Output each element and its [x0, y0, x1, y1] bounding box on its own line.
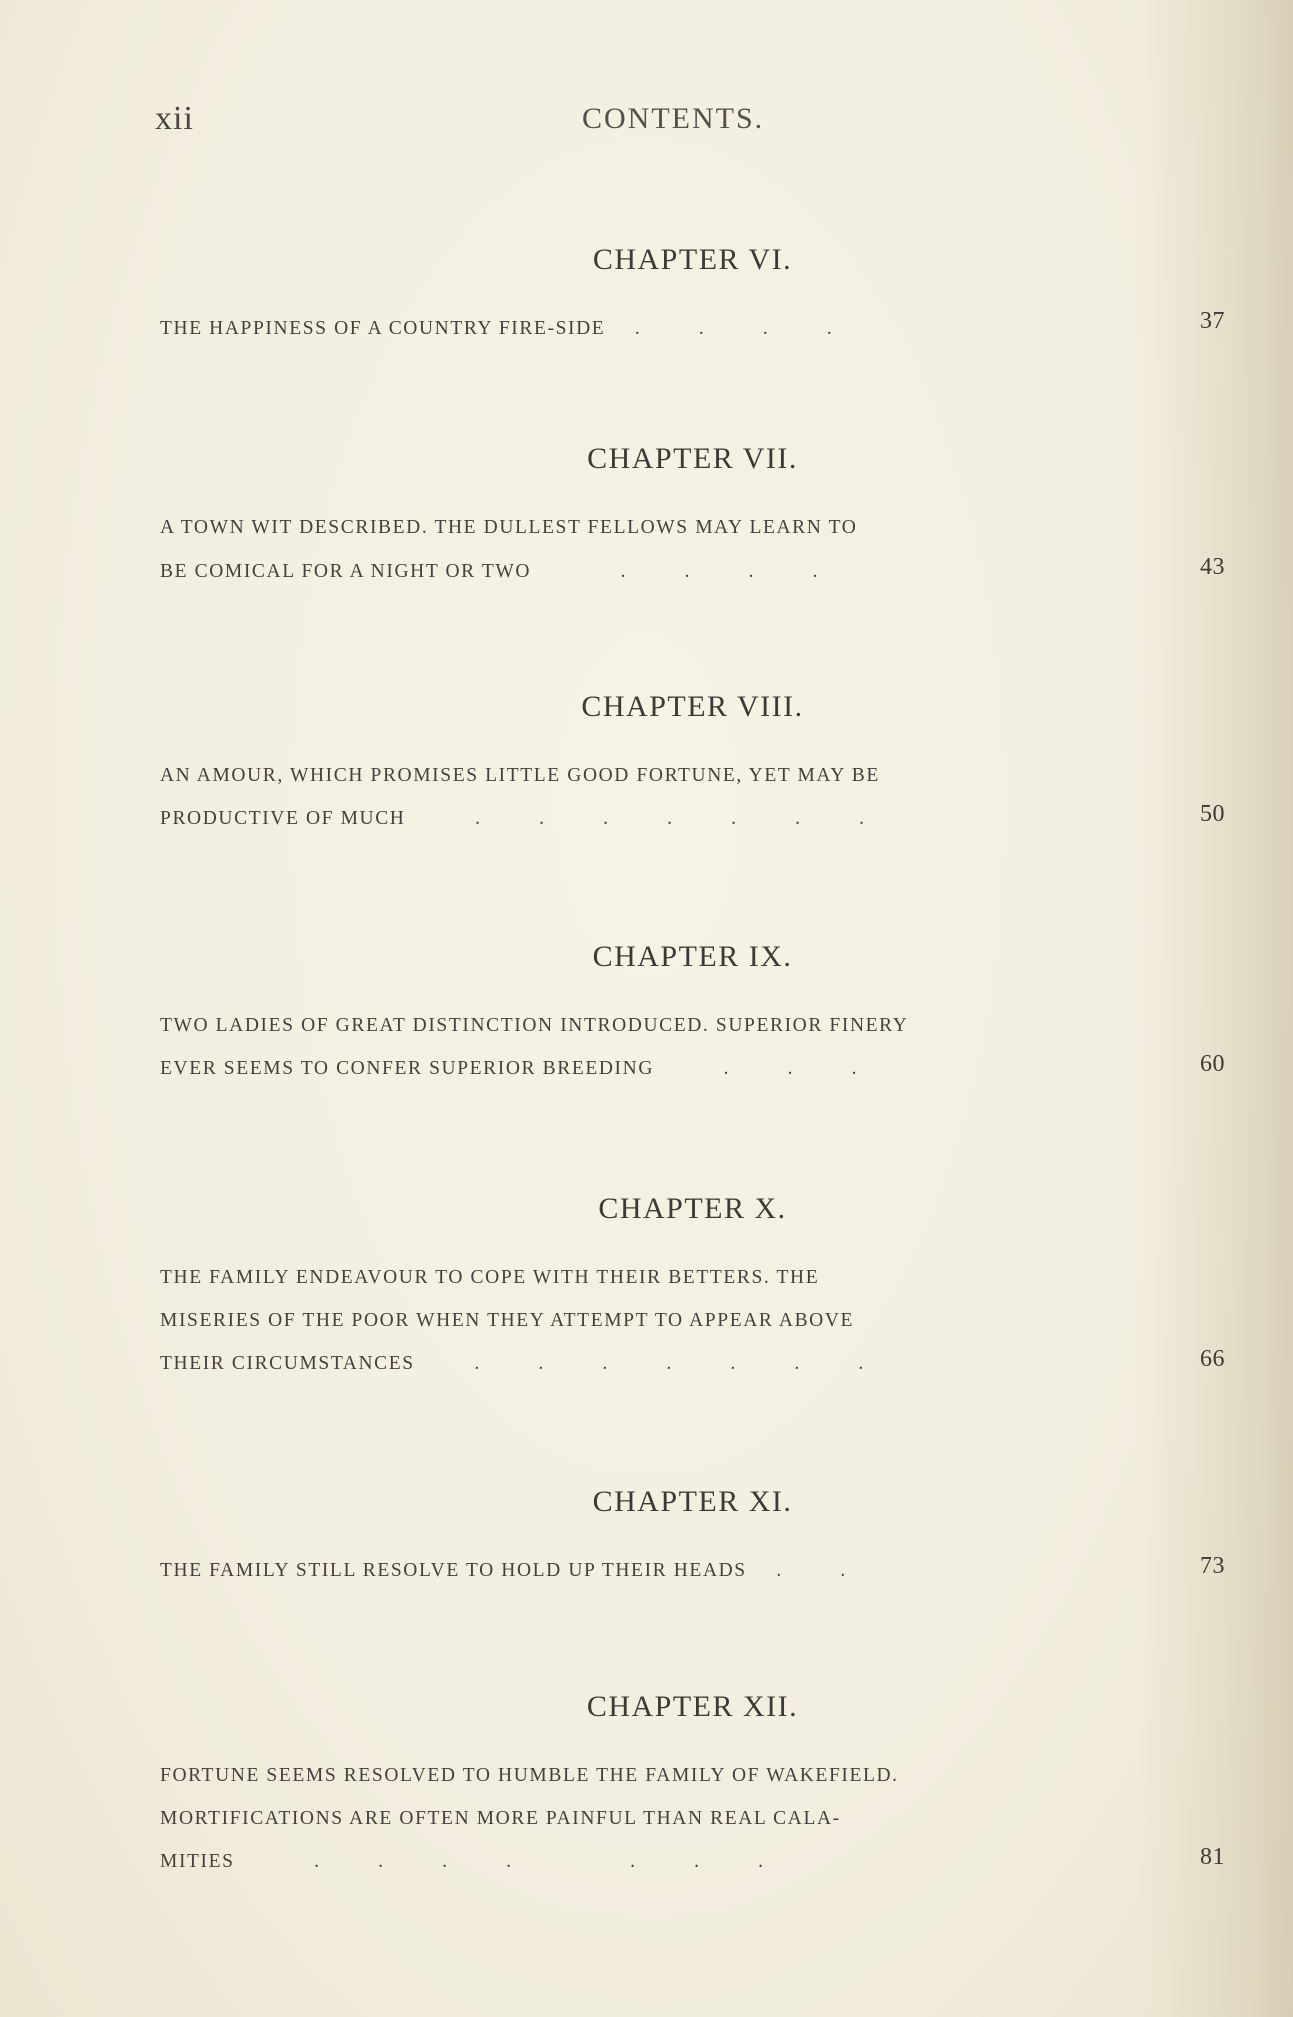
entry-text-line: PRODUCTIVE OF MUCH . . . . . . .: [160, 808, 1160, 838]
entry-text-line: THE FAMILY ENDEAVOUR TO COPE WITH THEIR BETTERS. THE: [160, 1267, 820, 1288]
entry-text-line: BE COMICAL FOR A NIGHT OR TWO . . . .: [160, 561, 1160, 591]
entry-text-line: MISERIES OF THE POOR WHEN THEY ATTEMPT TO APPEAR ABOVE: [160, 1310, 855, 1331]
dot-leaders: . . .: [723, 1058, 857, 1079]
running-title: CONTENTS.: [582, 102, 765, 135]
dot-leaders: . . . .: [634, 318, 832, 339]
entry-text-line: THE FAMILY STILL RESOLVE TO HOLD UP THEIR HEADS . .: [160, 1560, 1160, 1590]
chapter-heading: CHAPTER IX.: [592, 940, 793, 973]
entry-text-line: EVER SEEMS TO CONFER SUPERIOR BREEDING . . .: [160, 1058, 1160, 1088]
entry-text-line: MITIES . . . . . . .: [160, 1851, 1160, 1881]
entry-text-line: TWO LADIES OF GREAT DISTINCTION INTRODUCED. SUPERIOR FINERY: [160, 1015, 909, 1036]
dot-leaders: . . . .: [620, 561, 818, 582]
chapter-heading: CHAPTER X.: [598, 1192, 787, 1225]
chapter-heading: CHAPTER XI.: [592, 1485, 793, 1518]
page-reference: 81: [1200, 1844, 1225, 1870]
page-reference: 73: [1200, 1553, 1225, 1579]
chapter-heading: CHAPTER VIII.: [581, 690, 804, 723]
dot-leaders: . . . . . . .: [474, 1353, 864, 1374]
dot-leaders: . .: [776, 1560, 846, 1581]
page-reference: 37: [1200, 308, 1225, 334]
entry-text-line: THEIR CIRCUMSTANCES . . . . . . .: [160, 1353, 1160, 1383]
page-reference: 66: [1200, 1346, 1225, 1372]
chapter-heading: CHAPTER VI.: [592, 243, 793, 276]
running-head: [0, 100, 1293, 140]
chapter-heading: CHAPTER XII.: [586, 1690, 799, 1723]
entry-text-line: THE HAPPINESS OF A COUNTRY FIRE-SIDE . . . .: [160, 318, 1160, 348]
dot-leaders: . . . . . . .: [475, 808, 864, 829]
entry-text-line: A TOWN WIT DESCRIBED. THE DULLEST FELLOWS MAY LEARN TO: [160, 517, 858, 538]
chapter-heading: CHAPTER VII.: [587, 442, 798, 475]
page-reference: 50: [1200, 801, 1225, 827]
page-number: xii: [155, 100, 194, 137]
dot-leaders: . . . . . . .: [314, 1851, 764, 1872]
entry-text-line: AN AMOUR, WHICH PROMISES LITTLE GOOD FORTUNE, YET MAY BE: [160, 765, 880, 786]
entry-text-line: FORTUNE SEEMS RESOLVED TO HUMBLE THE FAMILY OF WAKEFIELD.: [160, 1765, 899, 1786]
page-reference: 60: [1200, 1051, 1225, 1077]
entry-text-line: MORTIFICATIONS ARE OFTEN MORE PAINFUL THAN REAL CALA-: [160, 1808, 841, 1829]
page-reference: 43: [1200, 554, 1225, 580]
